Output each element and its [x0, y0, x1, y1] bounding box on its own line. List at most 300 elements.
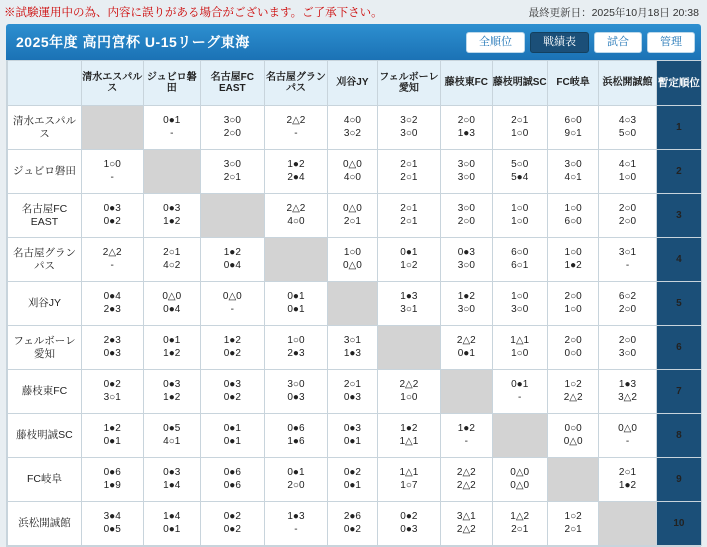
result-cell-9-7[interactable]: [492, 502, 547, 546]
button-admin[interactable]: 管理: [647, 32, 695, 53]
result-cell-4-0[interactable]: [81, 282, 143, 326]
score-line: 1○0: [618, 171, 637, 183]
result-cell-7-1[interactable]: [143, 414, 200, 458]
score-line: -: [518, 391, 522, 403]
result-cell-2-5[interactable]: [377, 194, 441, 238]
score-line: 3○2: [400, 115, 418, 126]
score-line: 3○0: [223, 159, 241, 170]
result-cell-9-3[interactable]: [264, 502, 328, 546]
score-line: 2○0: [223, 127, 241, 139]
score-line: 0●1: [287, 467, 305, 478]
score-line: 3●4: [103, 511, 121, 522]
row-header-team-0: 清水エスパルス: [8, 106, 82, 150]
result-cell-6-9[interactable]: [599, 370, 656, 414]
score-line: 1●2: [618, 479, 637, 491]
score-line: 0△0: [510, 479, 530, 491]
result-cell-5-4[interactable]: [328, 326, 377, 370]
result-cell-5-3[interactable]: [264, 326, 328, 370]
score-line: 1△1: [399, 435, 419, 447]
table-header-row: [8, 61, 702, 106]
notice-bar: [0, 0, 707, 23]
score-line: 0○0: [564, 347, 582, 359]
score-line: 3○0: [400, 127, 418, 139]
score-line: 4○1: [564, 171, 582, 183]
result-cell-2-8[interactable]: [547, 194, 598, 238]
score-line: 1○0: [511, 127, 529, 139]
score-line: 2△2: [563, 391, 583, 403]
result-cell-1-0[interactable]: [81, 150, 143, 194]
result-cell-0-9[interactable]: [599, 106, 656, 150]
result-cell-2-9[interactable]: [599, 194, 656, 238]
score-line: 0●4: [103, 291, 121, 302]
score-line: 1○0: [511, 203, 529, 214]
row-header-team-2: 名古屋FC EAST: [8, 194, 82, 238]
score-line: 0●4: [163, 303, 181, 315]
score-line: 0●1: [223, 435, 241, 447]
result-cell-8-9[interactable]: [599, 458, 656, 502]
score-line: 0●3: [163, 203, 181, 214]
rank-cell: 7: [656, 370, 701, 414]
rank-cell: 8: [656, 414, 701, 458]
score-line: 1△2: [510, 511, 530, 522]
rank-cell: 6: [656, 326, 701, 370]
score-line: 0●1: [287, 291, 305, 302]
score-line: 4○0: [343, 171, 361, 183]
score-line: 0△0: [510, 467, 530, 478]
score-line: 3○1: [618, 247, 637, 258]
score-line: 3○2: [343, 127, 361, 139]
score-line: -: [170, 127, 174, 139]
score-line: 2○1: [400, 215, 418, 227]
score-line: -: [625, 259, 630, 271]
score-line: 1●2: [163, 215, 181, 227]
result-cell-0-5[interactable]: [377, 106, 441, 150]
score-line: 2○1: [223, 171, 241, 183]
result-cell-7-4[interactable]: [328, 414, 377, 458]
score-line: 5○0: [618, 127, 637, 139]
score-line: 1○0: [564, 247, 582, 258]
score-line: 9○1: [564, 127, 582, 139]
score-line: 4○1: [618, 159, 637, 170]
result-cell-2-0[interactable]: [81, 194, 143, 238]
column-header-team-4: 刈谷JY: [328, 61, 377, 106]
result-cell-4-8[interactable]: [547, 282, 598, 326]
result-cell-8-5[interactable]: [377, 458, 441, 502]
score-line: 3○0: [287, 379, 305, 390]
result-cell-3-7[interactable]: [492, 238, 547, 282]
score-line: 6○0: [564, 115, 582, 126]
score-line: 2●3: [103, 335, 121, 346]
score-line: 0△0: [342, 203, 362, 214]
score-line: 2△2: [399, 379, 419, 390]
result-cell-8-3[interactable]: [264, 458, 328, 502]
result-cell-6-8[interactable]: [547, 370, 598, 414]
score-line: 1●4: [163, 479, 181, 491]
score-line: 3○0: [618, 347, 637, 359]
score-line: 2○1: [564, 523, 582, 535]
result-cell-0-4[interactable]: [328, 106, 377, 150]
score-line: 1●2: [400, 423, 418, 434]
score-line: 0●2: [223, 511, 241, 522]
score-line: 1●2: [223, 247, 241, 258]
row-header-team-3: 名古屋グランパス: [8, 238, 82, 282]
result-cell-0-8[interactable]: [547, 106, 598, 150]
score-line: 2●3: [103, 303, 121, 315]
result-cell-6-5[interactable]: [377, 370, 441, 414]
result-cell-4-6[interactable]: [441, 282, 492, 326]
result-cell-1-8[interactable]: [547, 150, 598, 194]
page-title-bar: [6, 24, 701, 60]
score-line: 0●5: [103, 523, 121, 535]
result-cell-1-4[interactable]: [328, 150, 377, 194]
score-line: 3○0: [457, 203, 475, 214]
result-cell-5-0[interactable]: [81, 326, 143, 370]
result-cell-8-2[interactable]: [200, 458, 264, 502]
score-line: 0●1: [457, 347, 475, 359]
table-body: [8, 106, 702, 546]
score-line: 2○0: [564, 335, 582, 346]
score-line: 4○2: [163, 259, 181, 271]
score-line: 1○7: [400, 479, 418, 491]
table-row: [8, 194, 702, 238]
result-cell-9-8[interactable]: [547, 502, 598, 546]
diagonal-cell: [599, 502, 656, 546]
score-line: 3○0: [457, 259, 475, 271]
score-line: 2○1: [511, 115, 529, 126]
result-cell-4-1[interactable]: [143, 282, 200, 326]
score-line: 1○0: [564, 203, 582, 214]
score-line: 1△1: [510, 335, 530, 346]
row-header-team-6: 藤枝東FC: [8, 370, 82, 414]
score-line: 5●4: [511, 171, 529, 183]
score-line: 2○0: [618, 303, 637, 315]
header-button-group: [466, 32, 695, 53]
score-line: -: [464, 435, 468, 447]
result-cell-5-8[interactable]: [547, 326, 598, 370]
score-line: 0●6: [287, 423, 305, 434]
result-cell-4-5[interactable]: [377, 282, 441, 326]
result-cell-9-4[interactable]: [328, 502, 377, 546]
diagonal-cell: [328, 282, 377, 326]
score-line: 1●3: [618, 379, 637, 390]
result-cell-6-7[interactable]: [492, 370, 547, 414]
diagonal-cell: [264, 238, 328, 282]
result-cell-1-6[interactable]: [441, 150, 492, 194]
column-header-team-1: ジュビロ磐田: [143, 61, 200, 106]
result-cell-0-1[interactable]: [143, 106, 200, 150]
column-header-team-5: フェルボーレ愛知: [377, 61, 441, 106]
score-line: 1●2: [223, 335, 241, 346]
score-line: -: [294, 523, 298, 535]
result-cell-3-6[interactable]: [441, 238, 492, 282]
result-cell-0-6[interactable]: [441, 106, 492, 150]
score-line: 2○1: [163, 247, 181, 258]
score-line: 2●4: [287, 171, 305, 183]
score-line: 0△0: [222, 291, 242, 302]
score-line: 0△0: [342, 159, 362, 170]
result-cell-3-2[interactable]: [200, 238, 264, 282]
table-row: [8, 282, 702, 326]
result-cell-9-0[interactable]: [81, 502, 143, 546]
score-line: 0●1: [103, 435, 121, 447]
score-line: 2△2: [286, 203, 306, 214]
score-line: 2△2: [456, 467, 476, 478]
score-line: 4○0: [343, 115, 361, 126]
diagonal-cell: [377, 326, 441, 370]
score-line: 1●3: [400, 291, 418, 302]
button-matches[interactable]: 試合: [594, 32, 642, 53]
score-line: 0●3: [287, 391, 305, 403]
score-line: 1○0: [400, 391, 418, 403]
score-line: 3○1: [400, 303, 418, 315]
score-line: 1●2: [103, 423, 121, 434]
score-line: 0●2: [103, 379, 121, 390]
button-results-table[interactable]: 戦績表: [530, 32, 589, 53]
notice-text: ※試験運用中の為、内容に誤りがある場合がございます。ご了承下さい。: [4, 7, 383, 19]
score-line: 2○1: [618, 467, 637, 478]
score-line: 2△2: [286, 115, 306, 126]
row-header-team-5: フェルボーレ愛知: [8, 326, 82, 370]
result-cell-5-1[interactable]: [143, 326, 200, 370]
score-line: 0○0: [564, 423, 582, 434]
result-cell-9-2[interactable]: [200, 502, 264, 546]
score-line: 0●1: [163, 115, 181, 126]
score-line: 0●6: [223, 479, 241, 491]
score-line: 1○0: [511, 215, 529, 227]
score-line: 0●3: [223, 379, 241, 390]
diagonal-cell: [143, 150, 200, 194]
result-cell-3-1[interactable]: [143, 238, 200, 282]
score-line: 0●3: [400, 523, 418, 535]
column-header-team-6: 藤枝東FC: [441, 61, 492, 106]
result-cell-2-3[interactable]: [264, 194, 328, 238]
score-line: 3△1: [456, 511, 476, 522]
column-header-rank: 暫定順位: [656, 61, 701, 106]
score-line: 1○0: [103, 159, 121, 170]
rank-cell: 10: [656, 502, 701, 546]
score-line: 0●1: [163, 523, 181, 535]
score-line: 2△2: [456, 479, 476, 491]
result-cell-6-0[interactable]: [81, 370, 143, 414]
score-line: 2○0: [564, 291, 582, 302]
score-line: 0●6: [103, 467, 121, 478]
score-line: 1●2: [287, 159, 305, 170]
result-cell-6-1[interactable]: [143, 370, 200, 414]
score-line: 0●1: [400, 247, 418, 258]
result-cell-0-3[interactable]: [264, 106, 328, 150]
score-line: 0●2: [103, 215, 121, 227]
diagonal-cell: [200, 194, 264, 238]
result-cell-8-4[interactable]: [328, 458, 377, 502]
score-line: 2○1: [400, 171, 418, 183]
table-row: [8, 370, 702, 414]
result-cell-3-0[interactable]: [81, 238, 143, 282]
result-cell-5-7[interactable]: [492, 326, 547, 370]
table-row: [8, 502, 702, 546]
score-line: 4○1: [163, 435, 181, 447]
score-line: 0●1: [511, 379, 529, 390]
score-line: 6○2: [618, 291, 637, 302]
score-line: 0●2: [223, 391, 241, 403]
button-all-rank[interactable]: 全順位: [466, 32, 525, 53]
result-cell-2-7[interactable]: [492, 194, 547, 238]
result-cell-3-4[interactable]: [328, 238, 377, 282]
score-line: 0●3: [103, 347, 121, 359]
result-cell-1-7[interactable]: [492, 150, 547, 194]
table-row: [8, 414, 702, 458]
score-line: 0●2: [223, 347, 241, 359]
score-line: 2○1: [400, 203, 418, 214]
result-cell-8-7[interactable]: [492, 458, 547, 502]
result-cell-7-5[interactable]: [377, 414, 441, 458]
score-line: 3○0: [564, 159, 582, 170]
score-line: 3○0: [457, 303, 475, 315]
score-line: 6○0: [511, 247, 529, 258]
table-row: [8, 458, 702, 502]
score-line: 0△0: [563, 435, 583, 447]
score-line: 2○1: [511, 523, 529, 535]
column-header-team-2: 名古屋FC EAST: [200, 61, 264, 106]
score-line: 3○0: [457, 171, 475, 183]
rank-cell: 2: [656, 150, 701, 194]
result-cell-2-1[interactable]: [143, 194, 200, 238]
score-line: 6○0: [564, 215, 582, 227]
score-line: 0●3: [163, 379, 181, 390]
result-cell-3-9[interactable]: [599, 238, 656, 282]
score-line: 4○3: [618, 115, 637, 126]
table-row: [8, 238, 702, 282]
rank-cell: 9: [656, 458, 701, 502]
result-cell-1-2[interactable]: [200, 150, 264, 194]
score-line: -: [110, 259, 114, 271]
result-cell-1-5[interactable]: [377, 150, 441, 194]
result-cell-6-2[interactable]: [200, 370, 264, 414]
results-table: [7, 60, 702, 546]
score-line: 0●3: [343, 423, 361, 434]
score-line: 0●3: [103, 203, 121, 214]
diagonal-cell: [547, 458, 598, 502]
score-line: 1○2: [564, 379, 582, 390]
score-line: 2○1: [400, 159, 418, 170]
score-line: 1○0: [511, 347, 529, 359]
score-line: 2△2: [456, 523, 476, 535]
table-corner-cell: [8, 61, 82, 106]
result-cell-1-3[interactable]: [264, 150, 328, 194]
score-line: 2●3: [287, 347, 305, 359]
score-line: 1○0: [511, 291, 529, 302]
score-line: 0●6: [223, 467, 241, 478]
result-cell-0-2[interactable]: [200, 106, 264, 150]
result-cell-7-9[interactable]: [599, 414, 656, 458]
score-line: 1●6: [287, 435, 305, 447]
row-header-team-1: ジュビロ磐田: [8, 150, 82, 194]
result-cell-5-6[interactable]: [441, 326, 492, 370]
score-line: 2○0: [457, 115, 475, 126]
score-line: 1●2: [564, 259, 582, 271]
result-cell-5-2[interactable]: [200, 326, 264, 370]
score-line: -: [625, 435, 630, 447]
score-line: 0●5: [163, 423, 181, 434]
score-line: 2○0: [618, 215, 637, 227]
score-line: -: [230, 303, 234, 315]
score-line: 2△2: [102, 247, 122, 258]
diagonal-cell: [81, 106, 143, 150]
row-header-team-9: 浜松開誠館: [8, 502, 82, 546]
result-cell-9-1[interactable]: [143, 502, 200, 546]
result-cell-8-6[interactable]: [441, 458, 492, 502]
score-line: 2●6: [343, 511, 361, 522]
diagonal-cell: [441, 370, 492, 414]
result-cell-5-9[interactable]: [599, 326, 656, 370]
result-cell-8-1[interactable]: [143, 458, 200, 502]
rank-cell: 4: [656, 238, 701, 282]
last-update-text: 最終更新日：2025年10月18日 20:38: [528, 6, 699, 19]
score-line: 1○2: [564, 511, 582, 522]
score-line: 1●3: [343, 347, 361, 359]
score-line: 0△0: [618, 423, 637, 434]
result-cell-2-4[interactable]: [328, 194, 377, 238]
score-line: 1●2: [457, 423, 475, 434]
rank-cell: 5: [656, 282, 701, 326]
result-cell-9-5[interactable]: [377, 502, 441, 546]
result-cell-3-8[interactable]: [547, 238, 598, 282]
score-line: 2○1: [343, 215, 361, 227]
score-line: 0●2: [400, 511, 418, 522]
rank-cell: 1: [656, 106, 701, 150]
score-line: 0●1: [287, 303, 305, 315]
result-cell-4-7[interactable]: [492, 282, 547, 326]
result-cell-7-8[interactable]: [547, 414, 598, 458]
result-cell-4-2[interactable]: [200, 282, 264, 326]
score-line: 2○0: [618, 203, 637, 214]
result-cell-7-2[interactable]: [200, 414, 264, 458]
score-line: 0●3: [343, 391, 361, 403]
score-line: 2△2: [456, 335, 476, 346]
score-line: 1○2: [400, 259, 418, 271]
result-cell-7-6[interactable]: [441, 414, 492, 458]
score-line: 0●2: [343, 467, 361, 478]
result-cell-4-9[interactable]: [599, 282, 656, 326]
result-cell-1-9[interactable]: [599, 150, 656, 194]
score-line: 3○0: [511, 303, 529, 315]
score-line: 3△2: [618, 391, 637, 403]
score-line: 3○0: [223, 115, 241, 126]
score-line: 3○1: [103, 391, 121, 403]
score-line: 0●1: [163, 335, 181, 346]
score-line: 1○0: [287, 335, 305, 346]
score-line: -: [110, 171, 114, 183]
score-line: 3○0: [457, 159, 475, 170]
result-cell-7-3[interactable]: [264, 414, 328, 458]
result-cell-0-7[interactable]: [492, 106, 547, 150]
result-cell-4-3[interactable]: [264, 282, 328, 326]
result-cell-9-6[interactable]: [441, 502, 492, 546]
score-line: 0●4: [223, 259, 241, 271]
result-cell-6-3[interactable]: [264, 370, 328, 414]
score-line: 0△0: [162, 291, 182, 302]
score-line: 0△0: [342, 259, 362, 271]
result-cell-7-0[interactable]: [81, 414, 143, 458]
table-row: [8, 106, 702, 150]
column-header-team-8: FC岐阜: [547, 61, 598, 106]
result-cell-3-5[interactable]: [377, 238, 441, 282]
result-cell-2-6[interactable]: [441, 194, 492, 238]
result-cell-8-0[interactable]: [81, 458, 143, 502]
table-row: [8, 150, 702, 194]
score-line: -: [294, 127, 298, 139]
score-line: 0●2: [343, 523, 361, 535]
result-cell-6-4[interactable]: [328, 370, 377, 414]
